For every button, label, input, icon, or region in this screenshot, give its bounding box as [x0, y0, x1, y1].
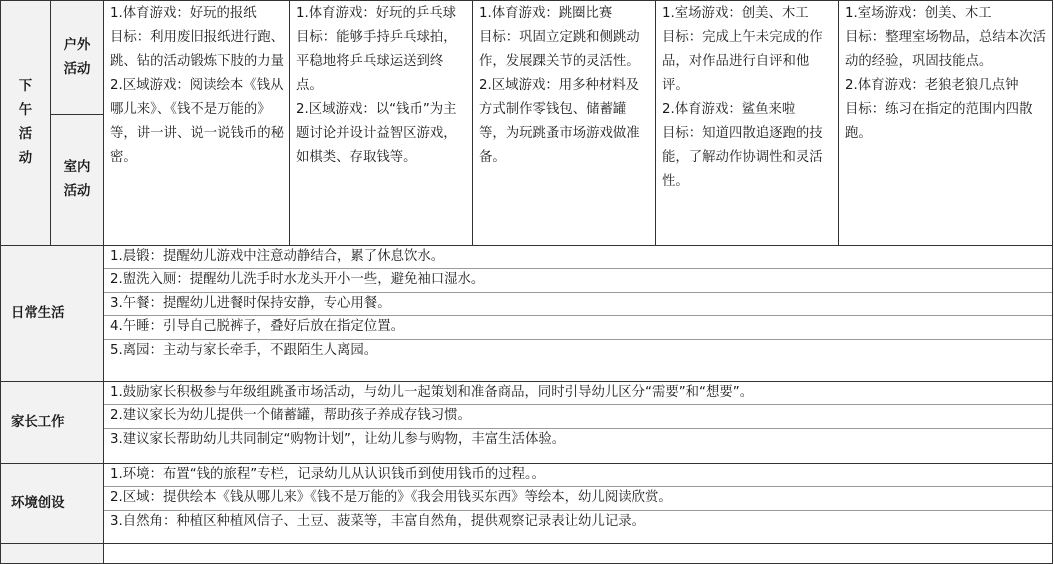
- daily-life-item: 5.离园：主动与家长牵手，不跟陌生人离园。: [104, 339, 1052, 362]
- daily-life-item: 3.午餐：提醒幼儿进餐时保持安静，专心用餐。: [104, 292, 1052, 315]
- outdoor-activity-row: [1, 1, 1053, 115]
- daily-life-item: 1.晨锻：提醒幼儿游戏中注意动静结合，累了休息饮水。: [110, 249, 445, 264]
- day-4-activities: 1.室场游戏：创美、木工 目标：完成上午未完成的作品，对作品进行自评和他评。 2.体育游戏：鲨鱼来啦 目标：知道四散追逐跑的技能，了解动作协调性和灵活性。: [656, 1, 839, 246]
- daily-life-item: 4.午睡：引导自己脱裤子，叠好后放在指定位置。: [104, 315, 1052, 338]
- daily-life-row: [1, 246, 1053, 382]
- day-2-activities: 1.体育游戏：好玩的乒乓球 目标：能够手持乒乓球拍，平稳地将乒乓球运送到终点。 2.区域游戏：以“钱币”为主题讨论并设计益智区游戏，如棋类、存取钱等。: [290, 1, 473, 246]
- daily-life-item: 2.盥洗入厕：提醒幼儿洗手时水龙头开小一些，避免袖口湿水。: [104, 268, 1052, 291]
- parent-work-item: 1.鼓励家长积极参与年级组跳蚤市场活动，与幼儿一起策划和准备商品，同时引导幼儿区分“需要”和“想要”。: [110, 385, 754, 400]
- day-3-activities: 1.体育游戏：跳圈比赛 目标：巩固立定跳和侧跳动作，发展踝关节的灵活性。 2.区域游戏：用多种材料及方式制作零钱包、储蓄罐等，为玩跳蚤市场游戏做准备。: [473, 1, 656, 246]
- day-5-activities: 1.室场游戏：创美、木工 目标：整理室场物品，总结本次活动的经验，巩固技能点。 2.体育游戏：老狼老狼几点钟 目标：练习在指定的范围内四散跑。: [839, 1, 1053, 246]
- daily-life-content: [104, 246, 1053, 382]
- environment-item: 3.自然角：种植区种植风信子、土豆、菠菜等，丰富自然角，提供观察记录表让幼儿记录。: [104, 510, 1052, 533]
- parent-work-content: [104, 382, 1053, 464]
- environment-item: 1.环境：布置“钱的旅程”专栏，记录幼儿从认识钱币到使用钱币的过程。。: [110, 467, 546, 482]
- daily-life-label: 日常生活: [1, 246, 104, 382]
- environment-label: 环境创设: [1, 464, 104, 544]
- day-1-activities: 1.体育游戏：好玩的报纸 目标：利用废旧报纸进行跑、跳、钻的活动锻炼下肢的力量 2.区域游戏：阅读绘本《钱从哪儿来》、《钱不是万能的》等，讲一讲、说一说钱币的秘密。: [104, 1, 290, 246]
- next-row-partial: [1, 544, 1053, 564]
- environment-content: [104, 464, 1053, 544]
- next-row-content-cell: [104, 544, 1053, 564]
- environment-row: [1, 464, 1053, 544]
- parent-work-item: 3.建议家长帮助幼儿共同制定“购物计划”，让幼儿参与购物，丰富生活体验。: [104, 428, 1052, 451]
- indoor-activity-label: 室内 活动: [51, 115, 104, 246]
- parent-work-item: 2.建议家长为幼儿提供一个储蓄罐，帮助孩子养成存钱习惯。: [104, 404, 1052, 427]
- next-row-label-cell: [1, 544, 104, 564]
- environment-item: 2.区域：提供绘本《钱从哪儿来》《钱不是万能的》《我会用钱买东西》等绘本，幼儿阅读欣赏。: [104, 486, 1052, 509]
- outdoor-activity-label: 户外 活动: [51, 1, 104, 115]
- afternoon-activity-header: 下 午 活 动: [1, 1, 51, 246]
- parent-work-label: 家长工作: [1, 382, 104, 464]
- parent-work-row: [1, 382, 1053, 464]
